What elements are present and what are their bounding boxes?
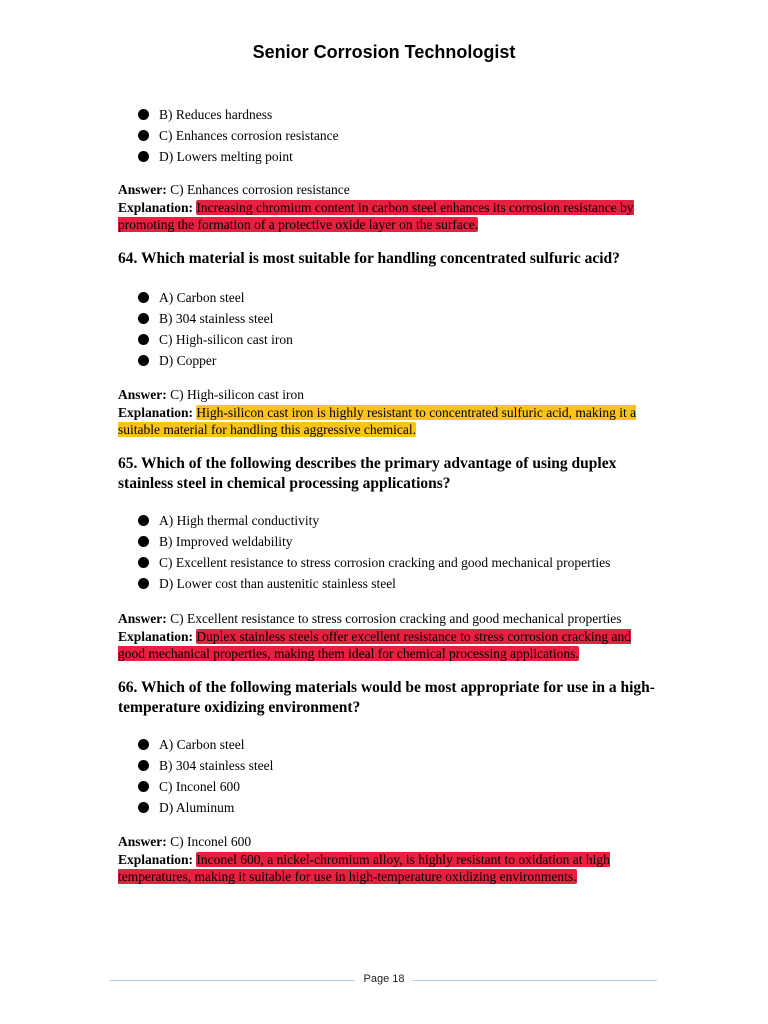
explanation-66: Explanation: Inconel 600, a nickel-chromium alloy, is highly resistant to oxidation at high temperatures, making it suitable for use in high-temperature oxidizing environments. (118, 851, 610, 884)
answer-64: Answer: C) High-silicon cast iron Explanation: High-silicon cast iron is highly resistant to concentrated sulfuric acid, making it a suitable material for handling this aggressive chemical. (118, 386, 658, 439)
option-item: A) High thermal conductivity (138, 510, 678, 531)
bullet-icon (138, 334, 149, 345)
option-item: B) Reduces hardness (138, 104, 658, 125)
option-item: C) Inconel 600 (138, 776, 658, 797)
bullet-icon (138, 151, 149, 162)
option-item: B) 304 stainless steel (138, 755, 658, 776)
bullet-icon (138, 536, 149, 547)
option-item: C) Excellent resistance to stress corrosion cracking and good mechanical properties (138, 552, 678, 573)
option-item: D) Aluminum (138, 797, 658, 818)
option-item: D) Copper (138, 350, 658, 371)
bullet-icon (138, 515, 149, 526)
answer-66: Answer: C) Inconel 600 Explanation: Inconel 600, a nickel-chromium alloy, is highly resistant to oxidation at high temperatures, making it suitable for use in high-temperature oxidizing environments. (118, 833, 658, 886)
bullet-icon (138, 802, 149, 813)
option-item: B) 304 stainless steel (138, 308, 658, 329)
page-title: Senior Corrosion Technologist (252, 42, 516, 62)
answer-63: Answer: C) Enhances corrosion resistance Explanation: Increasing chromium content in carbon steel enhances its corrosion resistance by promoting the formation of a protective oxide layer on the surface. (118, 181, 658, 234)
options-list (138, 104, 658, 167)
question-65-options (118, 510, 678, 594)
explanation-63: Explanation: Increasing chromium content in carbon steel enhances its corrosion resistance by promoting the formation of a protective oxide layer on the surface. (118, 199, 634, 232)
option-item: D) Lowers melting point (138, 146, 658, 167)
question-65: 65. Which of the following describes the primary advantage of using duplex stainless steel in chemical processing applications? (118, 455, 617, 492)
bullet-icon (138, 578, 149, 589)
question-63-block (118, 104, 658, 167)
bullet-icon (138, 109, 149, 120)
page-number: Page 18 (363, 973, 405, 985)
question-66: 66. Which of the following materials would be most appropriate for use in a high-temperature oxidizing environment? (118, 679, 655, 716)
option-item: D) Lower cost than austenitic stainless steel (138, 573, 678, 594)
bullet-icon (138, 557, 149, 568)
bullet-icon (138, 760, 149, 771)
explanation-65: Explanation: Duplex stainless steels offer excellent resistance to stress corrosion cracking and good mechanical properties, making them ideal for chemical processing applications. (118, 628, 632, 661)
bullet-icon (138, 292, 149, 303)
bullet-icon (138, 739, 149, 750)
bullet-icon (138, 781, 149, 792)
explanation-64: Explanation: High-silicon cast iron is highly resistant to concentrated sulfuric acid, making it a suitable material for handling this aggressive chemical. (118, 404, 637, 437)
bullet-icon (138, 355, 149, 366)
question-64-options (118, 287, 658, 371)
option-item: B) Improved weldability (138, 531, 678, 552)
option-item: A) Carbon steel (138, 287, 658, 308)
option-item: A) Carbon steel (138, 734, 658, 755)
answer-65: Answer: C) Excellent resistance to stress corrosion cracking and good mechanical properties Explanation: Duplex stainless steels offer excellent resistance to stress corrosion cracking and good mechanical properties, making them ideal for chemical processing applications. (118, 610, 678, 663)
question-64: 64. Which material is most suitable for handling concentrated sulfuric acid? (118, 250, 620, 267)
option-item: C) Enhances corrosion resistance (138, 125, 658, 146)
bullet-icon (138, 313, 149, 324)
question-66-options (118, 734, 658, 818)
bullet-icon (138, 130, 149, 141)
option-item: C) High-silicon cast iron (138, 329, 658, 350)
